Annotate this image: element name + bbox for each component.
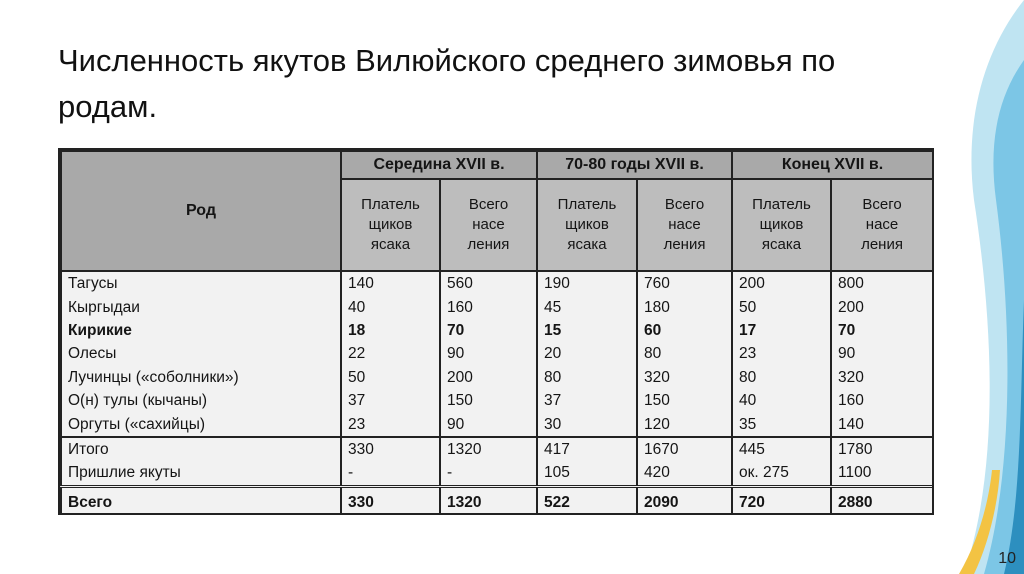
table-cell: 720 — [732, 486, 831, 515]
subheader-line: Платель — [557, 196, 617, 213]
table-cell: 140 — [831, 412, 933, 436]
table-cell: 417 — [537, 437, 637, 461]
subheader-total-population — [637, 179, 732, 271]
table-cell: 560 — [440, 271, 537, 295]
table-cell: 420 — [637, 461, 732, 486]
table-row — [61, 295, 933, 318]
subheader-tax-payers — [732, 179, 831, 271]
subheader-tax-payers — [537, 179, 637, 271]
table-cell: 320 — [637, 366, 732, 389]
table-row — [61, 389, 933, 412]
row-name: О(н) тулы (кычаны) — [61, 389, 341, 412]
table-cell: 800 — [831, 271, 933, 295]
table-cell: 160 — [831, 389, 933, 412]
table-cell: 1100 — [831, 461, 933, 486]
table-cell: 190 — [537, 271, 637, 295]
table-cell: 30 — [537, 412, 637, 436]
subheader-line: насе — [865, 216, 899, 233]
table-cell: 200 — [831, 295, 933, 318]
table-cell: 90 — [831, 342, 933, 365]
table-cell: - — [440, 461, 537, 486]
table-cell: 90 — [440, 342, 537, 365]
table-cell: 120 — [637, 412, 732, 436]
subheader-line: насе — [472, 216, 505, 233]
subheader-line: ясака — [567, 236, 607, 253]
table-cell: 20 — [537, 342, 637, 365]
row-name: Олесы — [61, 342, 341, 365]
table-cell: 15 — [537, 319, 637, 342]
table-cell: 18 — [341, 319, 440, 342]
table-cell: 80 — [732, 366, 831, 389]
table-cell: 70 — [440, 319, 537, 342]
header-period-70-80: 70-80 годы XVII в. — [537, 151, 732, 179]
population-table-photo — [58, 148, 934, 515]
table-cell: 2090 — [637, 486, 732, 515]
table-cell: 90 — [440, 412, 537, 436]
row-name: Всего — [61, 486, 341, 515]
table-cell: 17 — [732, 319, 831, 342]
table-cell: 330 — [341, 437, 440, 461]
row-name: Итого — [61, 437, 341, 461]
subheader-total-population — [831, 179, 933, 271]
header-period-mid-17: Середина XVII в. — [341, 151, 537, 179]
table-cell: 1320 — [440, 437, 537, 461]
subheader-line: Всего — [664, 196, 705, 213]
table-cell: ок. 275 — [732, 461, 831, 486]
row-name: Кыргыдаи — [61, 295, 341, 318]
table-cell: 50 — [341, 366, 440, 389]
table-cell: 445 — [732, 437, 831, 461]
table-row — [61, 271, 933, 295]
table-cell: 22 — [341, 342, 440, 365]
page-number: 10 — [998, 550, 1016, 567]
slide-title: Численность якутов Вилюйского среднего зимовья по родам. — [58, 43, 836, 124]
table-cell: 37 — [341, 389, 440, 412]
table-cell: 200 — [440, 366, 537, 389]
subheader-line: ясака — [761, 236, 802, 253]
table-cell: 40 — [341, 295, 440, 318]
table-row — [61, 461, 933, 486]
subheader-line: насе — [668, 216, 701, 233]
subheader-line: Платель — [752, 196, 811, 213]
subheader-line: Всего — [862, 196, 902, 213]
subheader-tax-payers — [341, 179, 440, 271]
table-cell: 80 — [637, 342, 732, 365]
table-cell: 180 — [637, 295, 732, 318]
row-name: Оргуты («сахийцы) — [61, 412, 341, 436]
table-cell: 1670 — [637, 437, 732, 461]
subheader-line: ясака — [370, 236, 411, 253]
table-cell: 37 — [537, 389, 637, 412]
table-cell: 45 — [537, 295, 637, 318]
subheader-total-population — [440, 179, 537, 271]
subheader-line: ления — [663, 236, 706, 253]
subheader-line: ления — [861, 236, 903, 253]
table-cell: 105 — [537, 461, 637, 486]
table-cell: 80 — [537, 366, 637, 389]
table-cell: 200 — [732, 271, 831, 295]
subheader-line: щиков — [565, 216, 609, 233]
table-row — [61, 486, 933, 515]
subheader-line: щиков — [759, 216, 804, 233]
table-row — [61, 342, 933, 365]
table-cell: 140 — [341, 271, 440, 295]
table-cell: 70 — [831, 319, 933, 342]
table-cell: 150 — [637, 389, 732, 412]
table-cell: 50 — [732, 295, 831, 318]
table-row — [61, 437, 933, 461]
row-name: Пришлие якуты — [61, 461, 341, 486]
table-cell: 160 — [440, 295, 537, 318]
table-cell: 23 — [341, 412, 440, 436]
row-name: Лучинцы («соболники») — [61, 366, 341, 389]
table-cell: 40 — [732, 389, 831, 412]
table-row — [61, 319, 933, 342]
table-cell: 35 — [732, 412, 831, 436]
table-cell: 1320 — [440, 486, 537, 515]
table-cell: 150 — [440, 389, 537, 412]
row-name: Кирикие — [61, 319, 341, 342]
subheader-line: щиков — [368, 216, 413, 233]
table-cell: 522 — [537, 486, 637, 515]
table-cell: 330 — [341, 486, 440, 515]
header-period-end-17: Конец XVII в. — [732, 151, 933, 179]
header-rod: Род — [61, 151, 341, 271]
subheader-line: Всего — [468, 196, 509, 213]
table-cell: 23 — [732, 342, 831, 365]
subheader-line: ления — [467, 236, 510, 253]
subheader-line: Платель — [361, 196, 420, 213]
table-cell: 760 — [637, 271, 732, 295]
table-cell: 320 — [831, 366, 933, 389]
table-cell: 60 — [637, 319, 732, 342]
table-cell: 1780 — [831, 437, 933, 461]
row-name: Тагусы — [61, 271, 341, 295]
table-cell: 2880 — [831, 486, 933, 515]
table-row — [61, 366, 933, 389]
table-cell: - — [341, 461, 440, 486]
table-row — [61, 412, 933, 436]
population-table — [60, 150, 934, 515]
